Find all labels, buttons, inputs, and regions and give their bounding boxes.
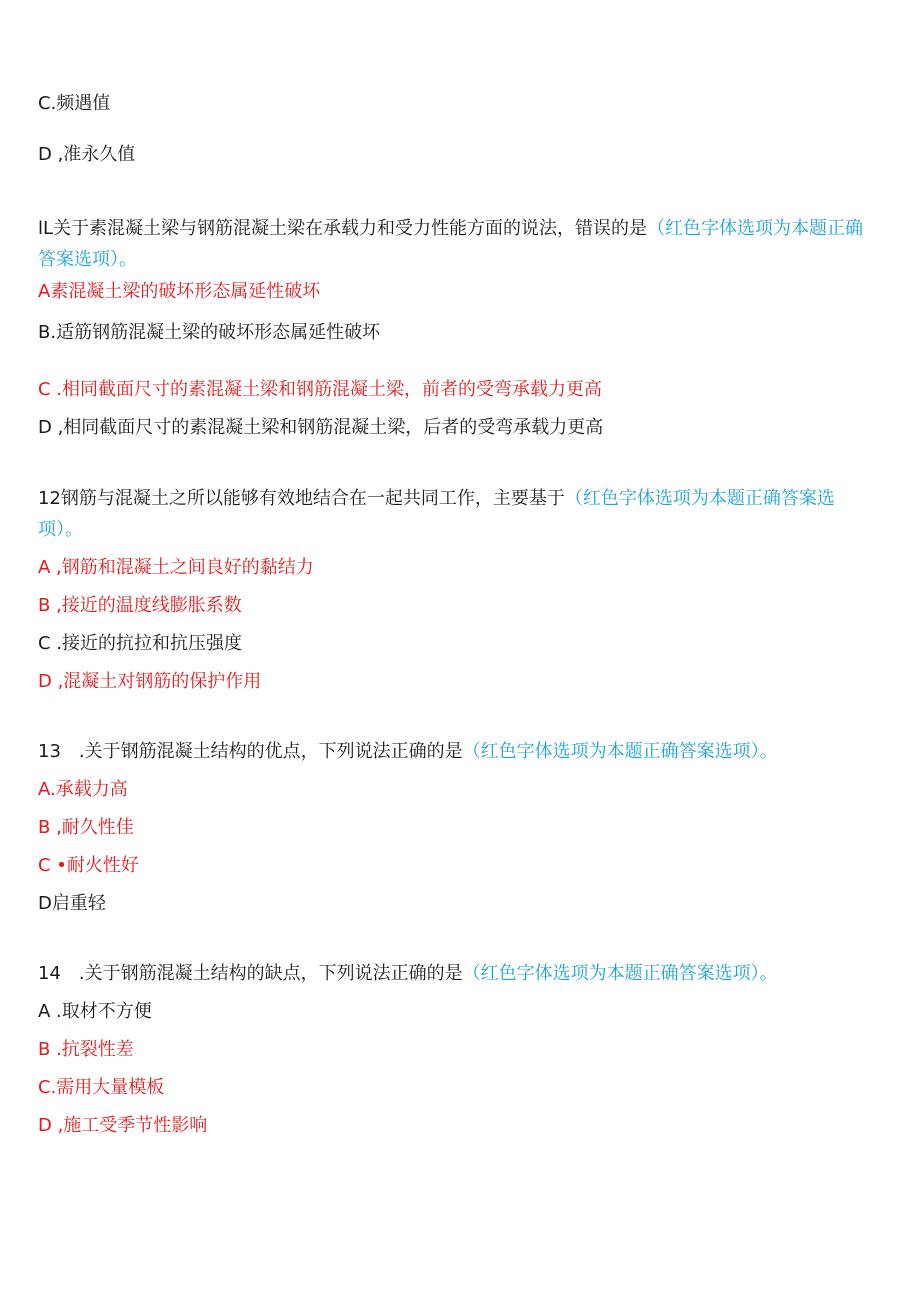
prev-option-c: C.频遇值 <box>38 93 111 114</box>
q12-option-c: C .接近的抗拉和抗压强度 <box>38 633 243 654</box>
q13-option-d: D启重轻 <box>38 893 106 914</box>
q13-option-b: B ,耐久性佳 <box>38 817 134 838</box>
q14-option-b: B .抗裂性差 <box>38 1039 134 1060</box>
q14-stem <box>38 962 778 986</box>
q12-stem <box>38 483 874 545</box>
q12-stem-text: 12钢筋与混凝土之所以能够有效地结合在一起共同工作，主要基于 <box>38 488 565 509</box>
q11-option-b: B.适筋钢筋混凝土梁的破坏形态属延性破坏 <box>38 322 381 343</box>
q11-option-d: D ,相同截面尺寸的素混凝土梁和钢筋混凝土梁，后者的受弯承载力更高 <box>38 417 604 438</box>
q14-hint: （红色字体选项为本题正确答案选项）。 <box>462 963 778 984</box>
q13-stem <box>38 740 778 764</box>
q11-option-a: A素混凝土梁的破坏形态属延性破坏 <box>38 281 321 302</box>
q14-option-a: A .取材不方便 <box>38 1001 152 1022</box>
q11-hint: （红色字体选项为本题正确答案选项）。 <box>38 218 864 270</box>
q13-stem-text: 13 .关于钢筋混凝土结构的优点，下列说法正确的是 <box>38 741 463 762</box>
q13-hint: （红色字体选项为本题正确答案选项）。 <box>462 741 778 762</box>
q14-option-c: C.需用大量模板 <box>38 1077 165 1098</box>
q12-option-d: D ,混凝土对钢筋的保护作用 <box>38 671 262 692</box>
q12-option-a: A ,钢筋和混凝土之间良好的黏结力 <box>38 557 314 578</box>
q14-option-d: D ,施工受季节性影响 <box>38 1115 208 1136</box>
prev-option-d: D ,准永久值 <box>38 144 136 165</box>
q12-hint: （红色字体选项为本题正确答案选项）。 <box>38 488 835 540</box>
q13-option-c: C •耐火性好 <box>38 855 139 876</box>
q13-option-a: A.承载力高 <box>38 779 128 800</box>
q12-option-b: B ,接近的温度线膨胀系数 <box>38 595 242 616</box>
q14-stem-text: 14 .关于钢筋混凝土结构的缺点，下列说法正确的是 <box>38 963 463 984</box>
q11-stem-text: lL关于素混凝土梁与钢筋混凝土梁在承载力和受力性能方面的说法，错误的是 <box>38 218 648 239</box>
q11-stem <box>38 213 874 275</box>
q11-option-c: C .相同截面尺寸的素混凝土梁和钢筋混凝土梁，前者的受弯承载力更高 <box>38 379 603 400</box>
